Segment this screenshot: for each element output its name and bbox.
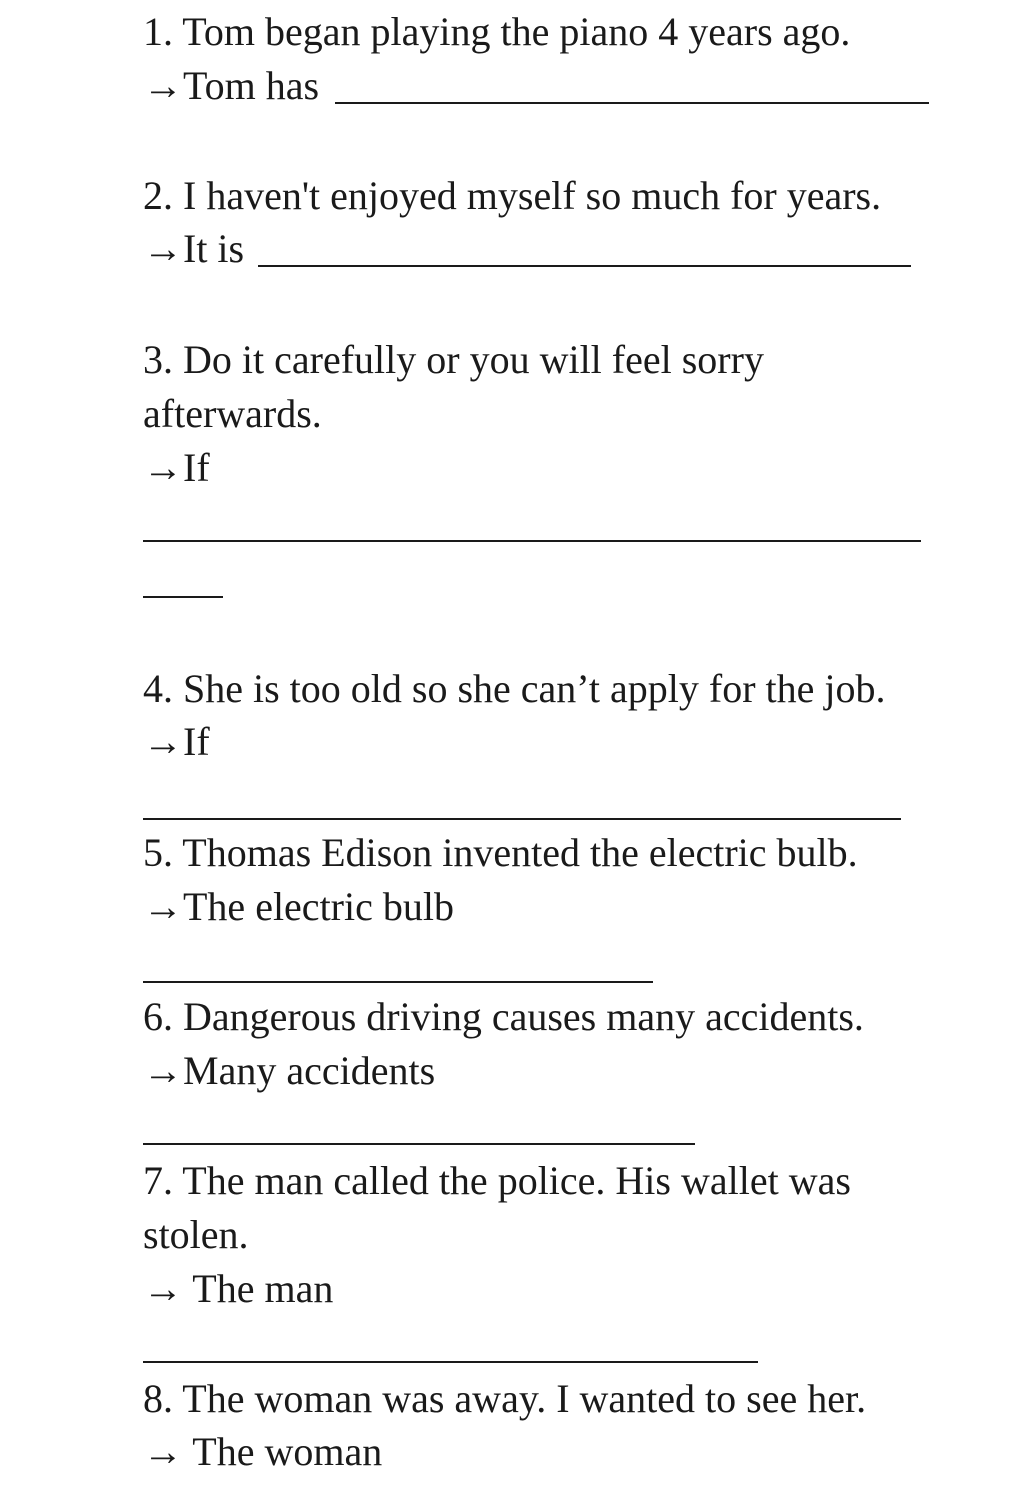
exercise-5-starter: →The electric bulb xyxy=(143,884,454,929)
exercise-2-starter: →It is xyxy=(143,226,245,271)
exercise-3-prompt-line1: 3. Do it carefully or you will feel sorry xyxy=(143,337,764,382)
exercise-3-answer-line[interactable] xyxy=(143,540,921,542)
exercise-6-prompt: 6. Dangerous driving causes many accidents. xyxy=(143,994,864,1039)
exercise-7-prompt-line1: 7. The man called the police. His wallet was xyxy=(143,1158,851,1203)
exercise-3-prompt-line2: afterwards. xyxy=(143,391,322,436)
exercise-2-prompt: 2. I haven't enjoyed myself so much for years. xyxy=(143,173,882,218)
exercise-6-starter: →Many accidents xyxy=(143,1048,436,1093)
exercise-3-answer-line-short[interactable] xyxy=(143,596,223,598)
exercise-1-starter: →Tom has xyxy=(143,63,320,108)
exercise-8-starter: → The woman xyxy=(143,1429,383,1474)
exercise-5-prompt: 5. Thomas Edison invented the electric bulb. xyxy=(143,830,858,875)
exercise-7-prompt-line2: stolen. xyxy=(143,1212,249,1257)
exercise-7-answer-line[interactable] xyxy=(143,1361,758,1363)
exercise-3-starter: →If xyxy=(143,445,210,490)
exercise-6-answer-line[interactable] xyxy=(143,1143,695,1145)
exercise-1-answer-line[interactable] xyxy=(335,102,929,104)
exercise-2-answer-line[interactable] xyxy=(258,265,911,267)
exercise-4-answer-line[interactable] xyxy=(143,818,901,820)
exercise-1-prompt: 1. Tom began playing the piano 4 years ago. xyxy=(143,9,851,54)
exercise-4-prompt: 4. She is too old so she can’t apply for the job. xyxy=(143,666,886,711)
exercise-5-answer-line[interactable] xyxy=(143,981,653,983)
exercise-4-starter: →If xyxy=(143,719,210,764)
exercise-7-starter: → The man xyxy=(143,1266,334,1311)
exercise-8-prompt: 8. The woman was away. I wanted to see her. xyxy=(143,1376,867,1421)
